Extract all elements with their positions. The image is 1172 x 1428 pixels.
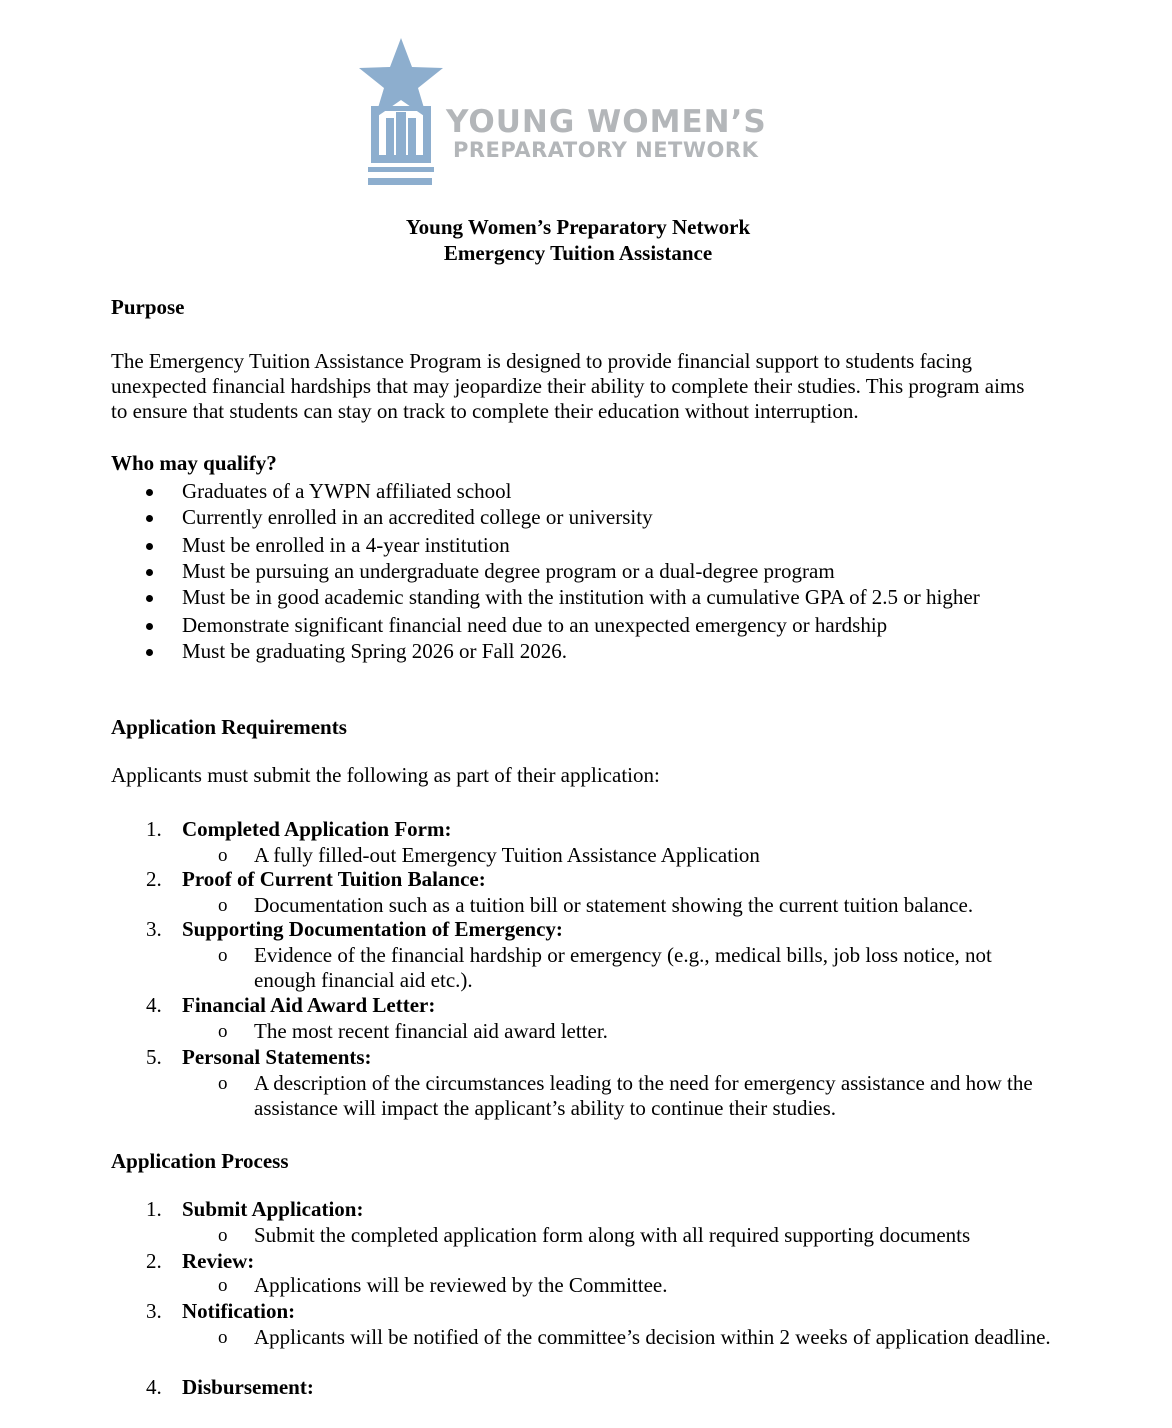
qualify-item: Demonstrate significant financial need due to an unexpected emergency or hardship: [182, 613, 888, 637]
qualify-item: Must be enrolled in a 4-year institution: [182, 533, 510, 557]
item-label: Completed Application Form:: [182, 817, 452, 841]
logo-wordmark-line2: PREPARATORY NETWORK: [453, 138, 759, 162]
logo-wordmark-line1: YOUNG WOMEN’S: [446, 104, 767, 140]
purpose-paragraph: The Emergency Tuition Assistance Program is designed to provide financial support to students facing unexpected financial hardships that may jeopardize their ability to complete their studies. This program aims to ensure that students can stay on track to complete their education without interruption.: [111, 349, 1025, 423]
item-number: 3.: [146, 1299, 162, 1323]
process-detail: [218, 1325, 1054, 1350]
item-number: 2.: [146, 1249, 162, 1273]
process-detail: [218, 1273, 1054, 1298]
sub-bullet-marker: o: [218, 1275, 228, 1296]
requirement-detail: [218, 1019, 1054, 1044]
requirements-heading: Application Requirements: [111, 715, 347, 739]
requirement-detail: [218, 893, 1054, 918]
qualify-heading: Who may qualify?: [111, 451, 277, 475]
detail-text: Submit the completed application form along with all required supporting documents: [254, 1223, 971, 1247]
detail-text: Documentation such as a tuition bill or statement showing the current tuition balance.: [254, 893, 974, 917]
item-label: Review:: [182, 1249, 255, 1273]
requirement-item: [146, 817, 451, 842]
process-detail: [218, 1223, 1054, 1248]
qualify-item: Must be in good academic standing with the institution with a cumulative GPA of 2.5 or higher: [182, 585, 980, 609]
item-number: 3.: [146, 917, 162, 941]
qualify-item: Currently enrolled in an accredited college or university: [182, 505, 653, 529]
process-item: [146, 1299, 295, 1324]
sub-bullet-marker: o: [218, 1021, 228, 1042]
qualify-item: Must be graduating Spring 2026 or Fall 2026.: [182, 639, 567, 663]
process-heading: Application Process: [111, 1149, 289, 1173]
requirement-item: [146, 993, 435, 1018]
item-label: Disbursement:: [182, 1375, 314, 1399]
requirement-detail: [218, 843, 1054, 868]
requirement-item: [146, 1045, 372, 1070]
item-label: Financial Aid Award Letter:: [182, 993, 436, 1017]
item-label: Proof of Current Tuition Balance:: [182, 867, 486, 891]
sub-bullet-marker: o: [218, 1073, 228, 1094]
sub-bullet-marker: o: [218, 895, 228, 916]
item-number: 1.: [146, 817, 162, 841]
item-label: Submit Application:: [182, 1197, 364, 1221]
purpose-heading: Purpose: [111, 295, 185, 319]
process-item: [146, 1375, 314, 1400]
item-label: Notification:: [182, 1299, 296, 1323]
process-item: [146, 1249, 254, 1274]
item-label: Supporting Documentation of Emergency:: [182, 917, 563, 941]
item-number: 4.: [146, 993, 162, 1017]
detail-text: The most recent financial aid award letter.: [254, 1019, 608, 1043]
document-subtitle: Emergency Tuition Assistance: [443, 241, 713, 265]
requirement-item: [146, 867, 486, 892]
detail-text: A fully filled-out Emergency Tuition Assistance Application: [254, 843, 760, 867]
process-item: [146, 1197, 363, 1222]
requirement-detail: [218, 1071, 1054, 1121]
detail-text: Applicants will be notified of the committee’s decision within 2 weeks of application deadline.: [254, 1325, 1051, 1349]
item-number: 1.: [146, 1197, 162, 1221]
requirement-item: [146, 917, 563, 942]
sub-bullet-marker: o: [218, 845, 228, 866]
item-label: Personal Statements:: [182, 1045, 372, 1069]
item-number: 5.: [146, 1045, 162, 1069]
detail-text: Applications will be reviewed by the Committee.: [254, 1273, 668, 1297]
sub-bullet-marker: o: [218, 1327, 228, 1348]
item-number: 4.: [146, 1375, 162, 1399]
sub-bullet-marker: o: [218, 945, 228, 966]
detail-text: Evidence of the financial hardship or emergency (e.g., medical bills, job loss notice, not enough financial aid etc.).: [254, 943, 992, 992]
item-number: 2.: [146, 867, 162, 891]
requirements-intro: Applicants must submit the following as part of their application:: [111, 763, 660, 787]
qualify-item: Graduates of a YWPN affiliated school: [182, 479, 512, 503]
document-title: Young Women’s Preparatory Network: [405, 215, 751, 239]
qualify-item: Must be pursuing an undergraduate degree program or a dual-degree program: [182, 559, 835, 583]
detail-text: A description of the circumstances leading to the need for emergency assistance and how the assistance will impact the applicant’s ability to continue their studies.: [254, 1071, 1033, 1120]
requirement-detail: [218, 943, 1054, 993]
sub-bullet-marker: o: [218, 1225, 228, 1246]
